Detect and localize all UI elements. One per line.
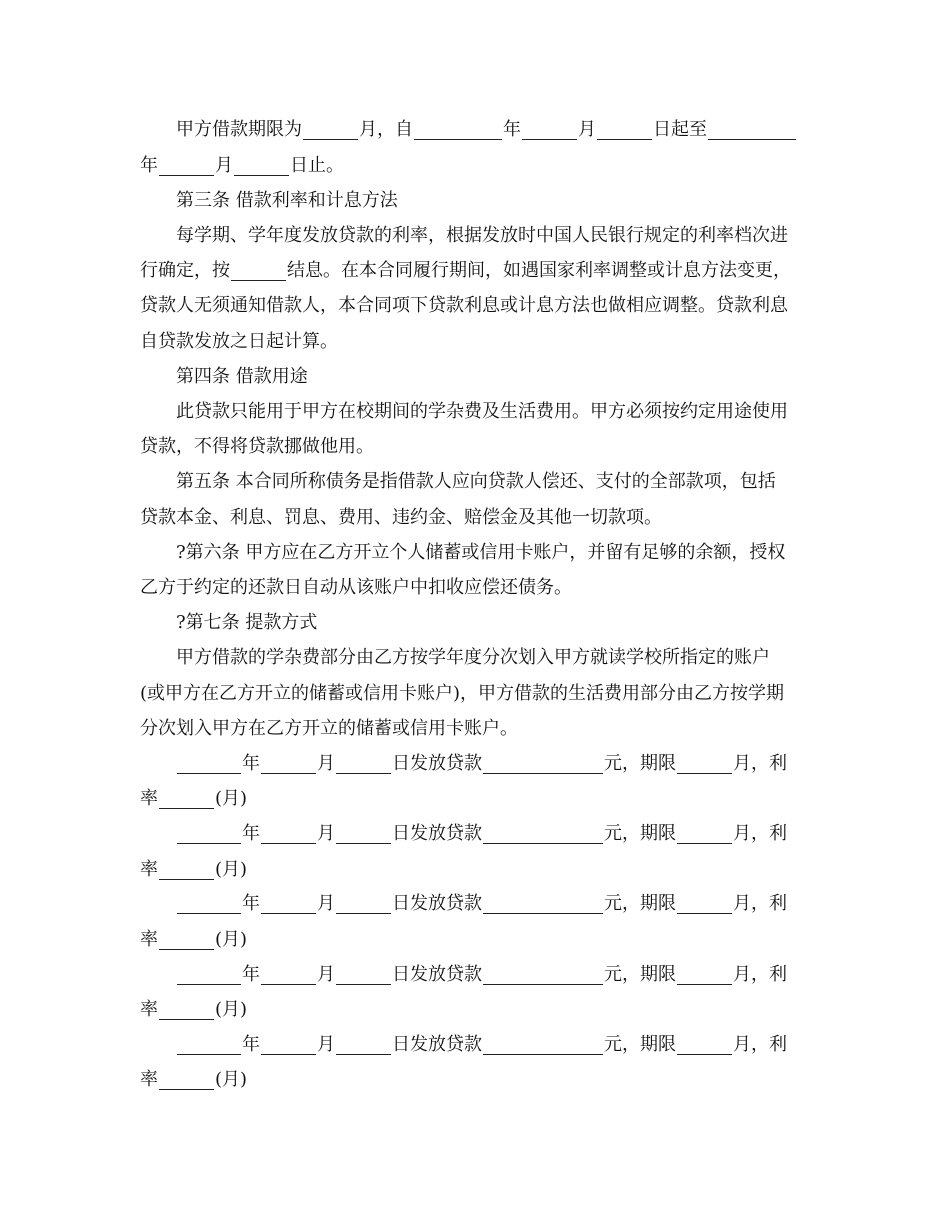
blank-field[interactable] [234,157,289,176]
blank-field[interactable] [677,825,732,844]
text: 月 [578,119,596,140]
term-line-1 [140,117,812,143]
blank-field[interactable] [677,1036,732,1055]
article-3-title: 第三条 借款利率和计息方法 [176,190,398,211]
disbursement-row: 年 月 日发放贷款 元，期限 月，利 [140,751,812,777]
text: 年 [503,119,521,140]
blank-field[interactable] [261,1036,316,1055]
blank-field[interactable] [159,861,214,880]
blank-field[interactable] [483,825,603,844]
disbursement-row: 年 月 日发放贷款 元，期限 月，利 [140,1032,812,1058]
blank-field[interactable] [483,895,603,914]
blank-field[interactable] [231,262,286,281]
blank-field[interactable] [677,895,732,914]
article-4-line-2: 贷款，不得将贷款挪做他用。 [140,436,374,457]
disbursement-row: 年 月 日发放贷款 元，期限 月，利 [140,821,812,847]
blank-field[interactable] [336,1036,391,1055]
article-3-line-4: 自贷款发放之日起计算。 [140,331,338,352]
blank-field[interactable] [261,825,316,844]
blank-field[interactable] [177,895,241,914]
text: 年 [140,155,158,176]
blank-field[interactable] [677,966,732,985]
term-line-2 [140,153,812,179]
disbursement-row: 年 月 日发放贷款 元，期限 月，利 [140,962,812,988]
disbursement-rate-line: 率 (月) [140,929,248,950]
text: 月 [215,155,233,176]
blank-field[interactable] [597,121,652,140]
blank-field[interactable] [708,121,796,140]
article-3-line-2: 行确定，按 结息。在本合同履行期间，如遇国家利率调整或计息方法变更， [140,260,791,281]
disbursement-rate-line: 率 (月) [140,999,248,1020]
disbursement-rate-line: 率 (月) [140,1069,248,1090]
blank-field[interactable] [159,790,214,809]
article-3-line-1: 每学期、学年度发放贷款的利率，根据发放时中国人民银行规定的利率档次进 [176,225,788,246]
blank-field[interactable] [336,825,391,844]
blank-field[interactable] [303,121,358,140]
blank-field[interactable] [414,121,502,140]
text: 日止。 [290,155,344,176]
blank-field[interactable] [336,895,391,914]
disbursement-row: 年 月 日发放贷款 元，期限 月，利 [140,891,812,917]
blank-field[interactable] [677,755,732,774]
article-5-line-1: 第五条 本合同所称债务是指借款人应向贷款人偿还、支付的全部款项，包括 [176,471,776,492]
blank-field[interactable] [261,755,316,774]
blank-field[interactable] [177,755,241,774]
blank-field[interactable] [159,1071,214,1090]
blank-field[interactable] [177,825,241,844]
article-7-line-2: (或甲方在乙方开立的储蓄或信用卡账户)，甲方借款的生活费用部分由乙方按学期 [140,683,785,704]
article-6-line-1: ?第六条 甲方应在乙方开立个人储蓄或信用卡账户，并留有足够的余额，授权 [176,542,786,563]
article-4-line-1: 此贷款只能用于甲方在校期间的学杂费及生活费用。甲方必须按约定用途使用 [176,401,788,422]
blank-field[interactable] [177,966,241,985]
article-4-title: 第四条 借款用途 [176,366,308,387]
article-7-title: ?第七条 提款方式 [176,612,318,633]
blank-field[interactable] [336,755,391,774]
article-6-line-2: 乙方于约定的还款日自动从该账户中扣收应偿还债务。 [140,577,572,598]
blank-field[interactable] [483,966,603,985]
blank-field[interactable] [159,931,214,950]
text: 甲方借款期限为 [176,119,302,140]
blank-field[interactable] [159,157,214,176]
text: 日起至 [653,119,707,140]
article-7-line-3: 分次划入甲方在乙方开立的储蓄或信用卡账户。 [140,718,518,739]
blank-field[interactable] [177,1036,241,1055]
disbursement-rate-line: 率 (月) [140,788,248,809]
article-7-line-1: 甲方借款的学杂费部分由乙方按学年度分次划入甲方就读学校所指定的账户 [176,647,770,668]
blank-field[interactable] [483,755,603,774]
article-5-line-2: 贷款本金、利息、罚息、费用、违约金、赔偿金及其他一切款项。 [140,507,662,528]
blank-field[interactable] [261,895,316,914]
blank-field[interactable] [261,966,316,985]
blank-field[interactable] [483,1036,603,1055]
text: 月，自 [359,119,413,140]
blank-field[interactable] [522,121,577,140]
blank-field[interactable] [159,1001,214,1020]
blank-field[interactable] [336,966,391,985]
article-3-line-3: 贷款人无须通知借款人，本合同项下贷款利息或计息方法也做相应调整。贷款利息 [140,295,788,316]
disbursement-rate-line: 率 (月) [140,859,248,880]
